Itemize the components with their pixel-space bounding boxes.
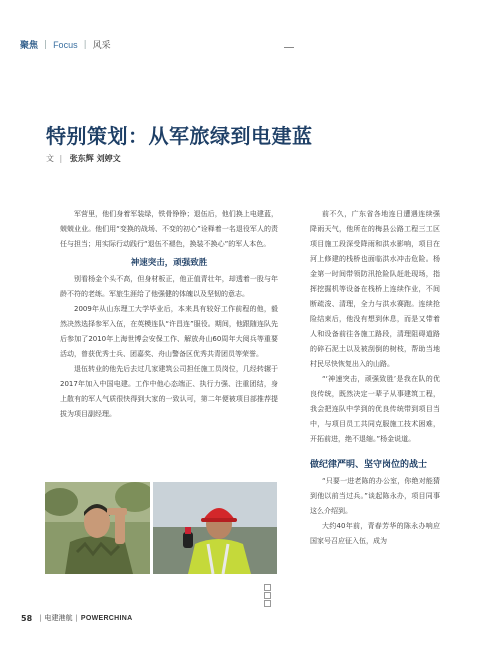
body-paragraph: “只要一进老陈的办公室，你绝对能猜到他以前当过兵。”谈起陈永办，项目同事这么介绍到。 xyxy=(310,477,440,515)
header-divider: | xyxy=(83,39,87,50)
soldier-saluting-photo xyxy=(45,482,150,574)
section-label-en: Focus xyxy=(53,39,78,50)
magazine-name-en: POWERCHINA xyxy=(80,614,133,622)
body-paragraph: 前不久，广东省各地连日遭遇连续强降雨天气，他所在的梅县公路工程三工区项目施工段深受降雨和洪水影响，项目在河上修建的栈桥也面临洪水冲击危险。杨金第一时间带领防汛抢险队赶赴现场，指挥挖掘机等设备在栈桥上连续作业，不间断疏浚、清理，全力与洪水赛跑。连续抢险结束后，他没有想到休息，而是又带着人和设备前往各施工路段，清理阻碍道路的碎石泥土以及被刮倒的树枝，帮助当地村民尽快恢复出入的山路。 xyxy=(310,210,440,368)
right-column xyxy=(310,207,440,549)
body-paragraph: 别看杨金个头不高，但身材板正，他正值青壮年，却透着一股与年龄不符的老练。军旅生涯给了他强健的体魄以及坚韧的意志。 xyxy=(60,275,278,298)
body-paragraph: 2009年从山东理工大学毕业后，本来具有较好工作前程的他，毅然决然选择参军入伍，在英模连队“许昌连”服役。期间，他跟随连队先后参加了2010年上海世博会安保工作、解放舟山60周年大阅兵等重要活动，曾获优秀士兵、团嘉奖、舟山警备区优秀共青团员等荣誉。 xyxy=(60,305,278,358)
body-paragraph: 退伍转业的他先后去过几家建筑公司担任施工员岗位，几经转辗于2017年加入中国电建。工作中他心态端正、执行力强、注重团结，身上散有的军人气质很快得到大家的一致认可，第二年便被项目部推荐提拔为项目副经理。 xyxy=(60,365,278,418)
section-label: 聚焦 xyxy=(20,41,39,51)
header-divider: | xyxy=(44,39,48,50)
subhead-2: 做纪律严明、坚守岗位的战士 xyxy=(310,460,428,470)
article-title: 特别策划：从军旅绿到电建蓝 xyxy=(46,124,313,148)
column-marker xyxy=(264,600,271,607)
left-column xyxy=(60,207,278,422)
byline: 文 | 张东辉 刘婷文 xyxy=(46,154,121,163)
page-number: 58 xyxy=(21,613,33,623)
page-footer: 58 | 电建港航 | POWERCHINA xyxy=(21,613,133,623)
column-label: 风采 xyxy=(92,41,111,51)
magazine-name: 电建港航 xyxy=(44,614,73,622)
intro-paragraph: 军营里，他们身着军装绿，铁骨铮铮；退伍后，他们换上电建蓝，兢兢业业。他们用“变换的战场、不变的初心”诠释着一名退役军人的责任与担当；用实际行动践行“退伍不褪色，换装不换心”的军人本色。 xyxy=(60,210,278,248)
subhead-1: 神速突击，顽强致胜 xyxy=(130,258,208,268)
byline-authors: 张东辉 刘婷文 xyxy=(69,154,121,163)
header-rule xyxy=(284,47,294,48)
column-marker xyxy=(264,592,271,599)
section-header xyxy=(20,38,111,51)
column-marker xyxy=(264,584,271,591)
body-paragraph: 大约40年前，青春芳华的陈永办响应国家号召应征入伍，成为 xyxy=(310,522,440,545)
worker-in-helmet-photo xyxy=(153,482,277,574)
body-paragraph: “‘神速突击，顽强致胜’是我在队的优良传统，既然决定一辈子从事建筑工程，我会把连队中学到的优良传统带到项目当中，与项目员工共同克服施工技术困难，开拓前进，绝不退缩。”杨金说道。 xyxy=(310,375,440,443)
byline-prefix: 文 xyxy=(46,154,54,163)
